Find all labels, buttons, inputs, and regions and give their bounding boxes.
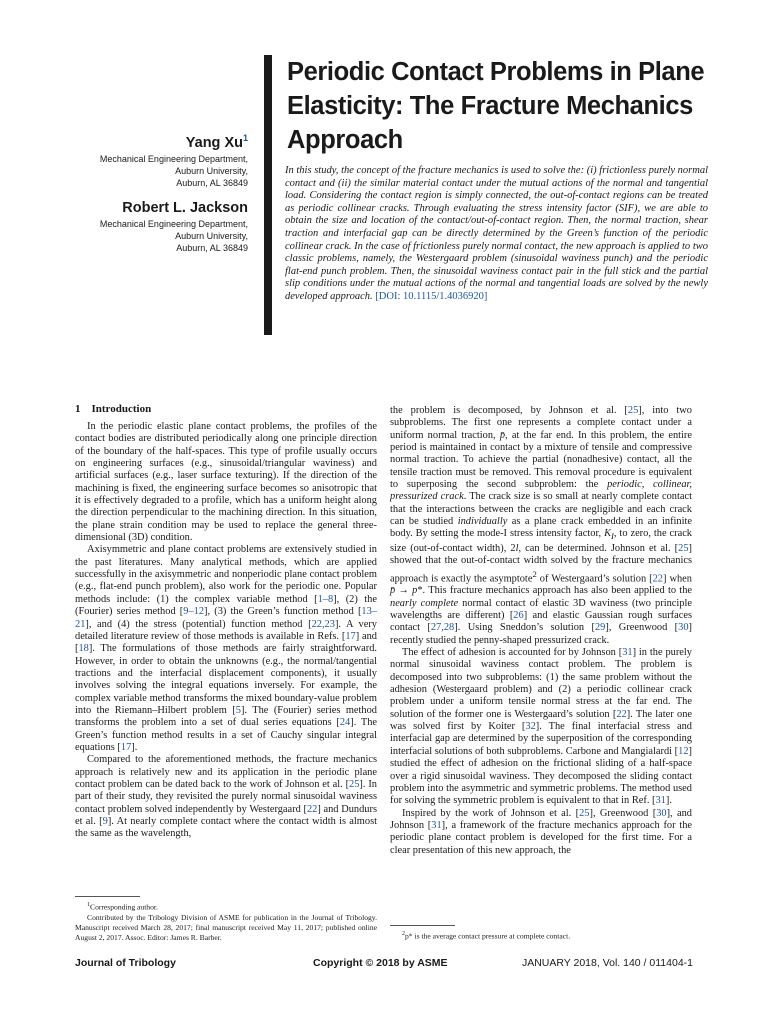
issue-info: JANUARY 2018, Vol. 140 / 011404-1	[521, 957, 693, 969]
copyright: Copyright © 2018 by ASME	[313, 957, 448, 969]
body-column-left: In the periodic elastic plane contact problems, the profiles of the contact bodies are distributed periodically along one principle direction of the boundary of the half-spaces. This type of profile usually occurs on engineering surfaces (e.g., sinusoidal/triangular waviness) and artificial surfaces (e.g., laser surface texturing). If the direction of the machining is fixed, the engineering surface becomes so anisotropic that it is effectively degraded to a profile, which has a uniform height along the direction perpendicular to the machining direction. In this situation, the plane strain condition may be used to replace the general three-dimensional (3D) condition. Axisymmetric and plane contact problems are extensively studied in the past literatures. Many analytical methods, which are applied successfully in the axisymmetric and nonperiodic plane contact problem (e.g., flat-end punch problem), also work for the periodic one. Popular methods include: (1) the complex variable method [1–8], (2) the (Fourier) series method [9–12], (3) the Green’s function method [13–21], and (4) the stress (potential) function method [22,23]. A very detailed literature review of those methods is available in Refs. [17] and [18]. The formulations of those methods are fairly straightforward. However, in order to obtain the unknowns (e.g., the normal/tangential tractions and the interfacial displacement components), it usually involves solving the integral equations inversely. For example, the complex variable method transforms the mixed boundary-value problem into the Riemann–Hilbert problem [5]. The (Fourier) series method transforms the problem into a set of dual series equations [24]. The Green’s function method results in a set of Cauchy singular integral equations [17]. Compared to the aforementioned methods, the fracture mechanics approach is relatively new and its application in the periodic plane contact problem can be dated back to the work of Johnson et al. [25]. In part of their study, they revisited the purely normal sinusoidal waviness contact problem solved independently by Westergaard [22] and Dundurs et al. [9]. At nearly complete contact where the contact width is almost the same as the wavelength,	[75, 421, 378, 840]
paper-title: Periodic Contact Problems in Plane Elasticity: The Fracture Mechanics Approach	[287, 58, 705, 154]
author-affiliation: Mechanical Engineering Department, Auburn University, Auburn, AL 36849	[99, 219, 248, 253]
corresponding-author-mark: 1	[242, 133, 248, 143]
footnote-rule-right	[390, 925, 455, 926]
abstract-text: In this study, the concept of the fracture mechanics is used to solve the: (i) frictionless purely normal contact and (ii) the similar material contact under the mutual actions of the normal and tangential load. Considering the contact region is simply connected, the out-of-contact regions can be treated as periodic collinear cracks. Through evaluating the stress intensity factor (SIF), we are able to obtain the size and location of the contact/out-of-contact region. Then, the normal traction, shear traction and interfacial gap can be directly determined by the Green’s function of the periodic collinear crack. In the case of frictionless purely normal contact, the new approach is applied to two classic problems, namely, the Westergaard problem (sinusoidal waviness punch) and the periodic flat-end punch problem. Then, the sinusoidal waviness contact pair in the full stick and the partial slip conditions under the mutual actions of the normal and tangential loads are solved by the newly developed approach.	[285, 165, 708, 302]
title-bar	[264, 55, 272, 335]
footnotes-left	[75, 900, 377, 943]
abstract	[285, 165, 708, 304]
author-affiliation: Mechanical Engineering Department, Auburn University, Auburn, AL 36849	[99, 154, 248, 188]
section-heading: 1 Introduction	[75, 403, 152, 415]
author-name: Yang Xu$^1$	[185, 133, 248, 151]
footnote-publication: Contributed by the Tribology Division of ASME for publication in the Journal of Tribology. Manuscript received March 28, 2017; final manuscript received May 11, 2017; published online August 2, 2017. Assoc. Editor: James R. Barber.	[75, 912, 377, 942]
body-column-right: the problem is decomposed, by Johnson et al. [25], into two subproblems. The first one represents a complete contact under a uniform normal traction, p̄, at the far end. In this problem, the entire period is maintained in contact by a mixture of tensile and compressive normal traction. To achieve the partial (nonadhesive) contact, all the tensile traction must be removed. This removal procedure is equivalent to superposing the second subproblem: the periodic, collinear, pressurized crack. The crack size is so small at nearly complete contact that the interactions between the cracks are negligible and each crack can be studied individually as a plane crack embedded in an infinite body. By setting the mode-I stress intensity factor, $K_I$, to zero, the crack size (out-of-contact width), 2l, can be determined. Johnson et al. [25] showed that the out-of-contact width solved by the fracture mechanics approach is exactly the asymptote$^2$ of Westergaard’s solution [22] when p̄ → p*. This fracture mechanics approach has also been applied to the nearly complete normal contact of elastic 3D waviness (two principle wavelengths are different) [26] and elastic Gaussian rough surfaces contact [27,28]. Using Sneddon’s solution [29], Greenwood [30] recently studied the penny-shaped pressurized crack. The effect of adhesion is accounted for by Johnson [31] in the purely normal sinusoidal waviness contact problem. The problem is decomposed into two subproblems: (1) the same problem without the adhesion (Westergaard problem) and (2) a periodic collinear crack problem under a uniform tensile normal stress at the far end. The solution of the former one is Westergaard’s solution [22]. The later one was solved first by Koiter [32]. The final interfacial stress and interfacial gap are determined by the superposition of the corresponding interfacial solutions of both subproblems. Carbone and Mangialardi [12] studied the effect of adhesion on the frictional sliding of a half-space over a rigid sinusoidal waviness. They decomposed the sliding contact problem into the asymmetric and symmetric problems. The method used for solving the symmetric problem is equivalent to that in Ref. [31]. Inspired by the work of Johnson et al. [25], Greenwood [30], and Johnson [31], a framework of the fracture mechanics approach for the periodic plane contact problem is developed for the first time. For a clear presentation of this new approach, the	[390, 405, 693, 856]
author-name: Robert L. Jackson	[122, 200, 248, 216]
footnote-right: $^2$p* is the average contact pressure at complete contact.	[402, 931, 571, 941]
journal-name: Journal of Tribology	[75, 957, 176, 969]
doi-link[interactable]: [DOI: 10.1115/1.4036920]	[375, 290, 488, 302]
footnote-rule-left	[75, 896, 140, 897]
footnote-corresponding: $^1$Corresponding author.	[87, 902, 158, 912]
